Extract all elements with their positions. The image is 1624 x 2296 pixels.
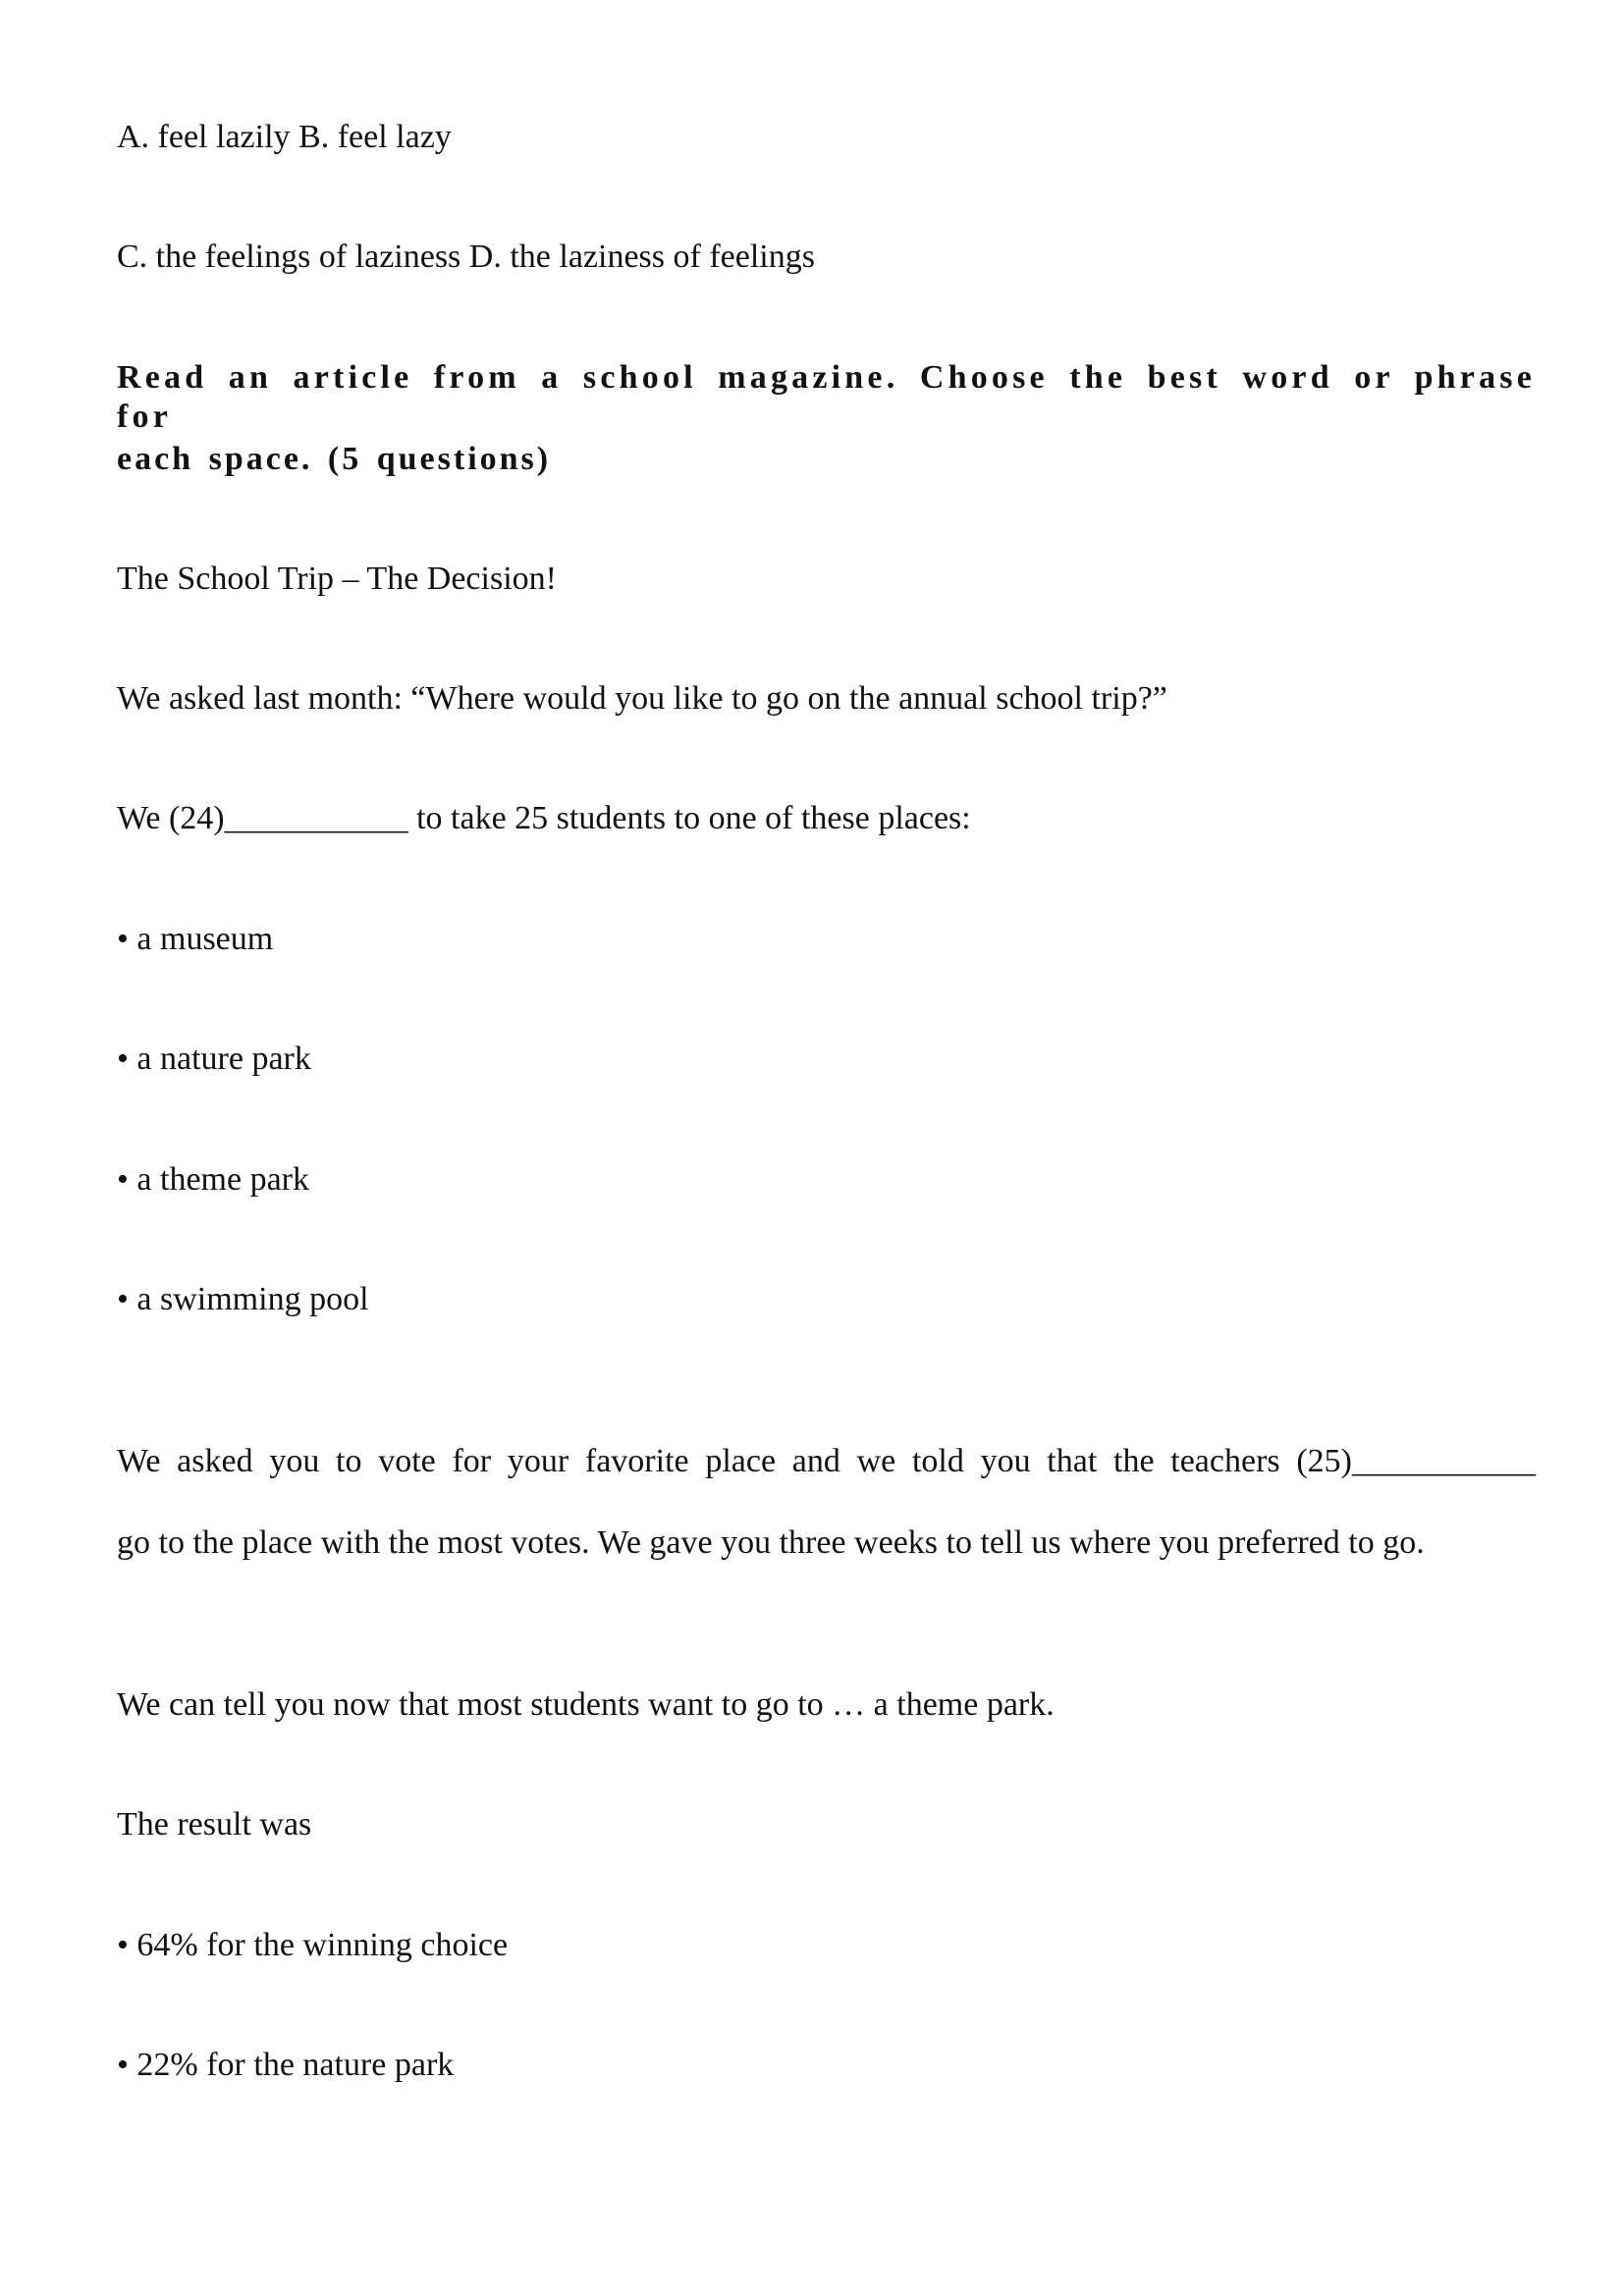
list-item: • a nature park (117, 1041, 311, 1077)
instruction-line-2: each space. (5 questions) (117, 441, 552, 477)
article-plan-blank-24: We (24)___________ to take 25 students to one of these places: (117, 800, 971, 836)
instruction-line-1: Read an article from a school magazine. Choose the best word or phrase for (117, 359, 1536, 435)
option-line-a-b: A. feel lazily B. feel lazy (117, 119, 452, 155)
list-item: • a theme park (117, 1161, 309, 1198)
list-item: • a museum (117, 921, 274, 957)
article-title: The School Trip – The Decision! (117, 561, 557, 597)
article-vote-line-1: We asked you to vote for your favorite place and we told you that the teachers (25)___________ (117, 1443, 1536, 1479)
list-item: • 64% for the winning choice (117, 1927, 509, 1963)
option-line-c-d: C. the feelings of laziness D. the laziness of feelings (117, 239, 815, 275)
article-question: We asked last month: “Where would you like to go on the annual school trip?” (117, 680, 1167, 717)
list-item: • 22% for the nature park (117, 2047, 455, 2083)
list-item: • a swimming pool (117, 1281, 369, 1317)
article-result-intro: The result was (117, 1806, 312, 1842)
article-vote-line-2: go to the place with the most votes. We gave you three weeks to tell us where you preferred to go. (117, 1524, 1425, 1561)
article-announcement: We can tell you now that most students want to go to … a theme park. (117, 1686, 1055, 1723)
